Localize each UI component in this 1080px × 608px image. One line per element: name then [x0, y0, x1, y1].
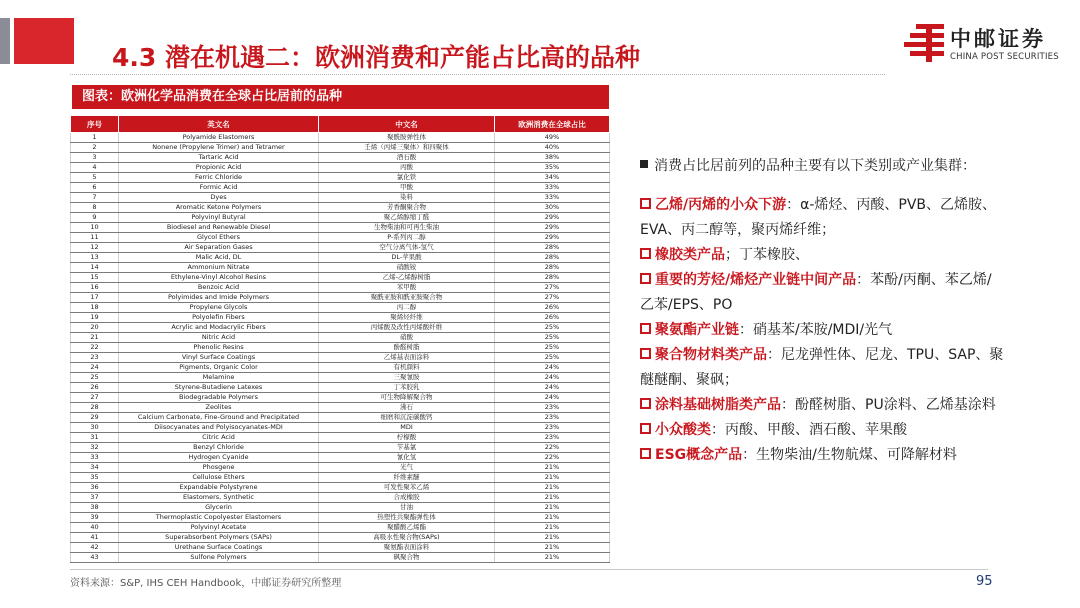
table-row — [71, 303, 610, 313]
cell-chinese-name: P-系列丙二醇 — [319, 233, 495, 243]
bullet-highlight: 聚氨酯产业链 — [655, 322, 739, 338]
table-row — [71, 423, 610, 433]
table-row — [71, 443, 610, 453]
cell-index: 35 — [71, 473, 119, 483]
table-row — [71, 333, 610, 343]
bullet-item — [640, 318, 1060, 343]
page-title: 4.3 潜在机遇二：欧洲消费和产能占比高的品种 — [112, 43, 640, 72]
table-row — [71, 463, 610, 473]
cell-index: 41 — [71, 533, 119, 543]
table-row — [71, 163, 610, 173]
column-header-index: 序号 — [71, 116, 119, 133]
cell-english-name: Benzyl Chloride — [119, 443, 319, 453]
cell-europe-share: 21% — [495, 473, 610, 483]
table-row — [71, 413, 610, 423]
cell-index: 18 — [71, 303, 119, 313]
cell-index: 20 — [71, 323, 119, 333]
cell-english-name: Benzoic Acid — [119, 283, 319, 293]
key-points-intro — [640, 155, 1060, 177]
cell-index: 22 — [71, 343, 119, 353]
table-row — [71, 383, 610, 393]
bullet-text: ：酚醛树脂、PU涂料、乙烯基涂料 — [781, 397, 996, 413]
bullet-continuation: EVA、丙二醇等，聚丙烯纤维； — [640, 222, 836, 238]
cell-index: 6 — [71, 183, 119, 193]
cell-europe-share: 25% — [495, 333, 610, 343]
intro-text: 消费占比居前列的品种主要有以下类别或产业集群： — [654, 158, 976, 174]
table-row — [71, 313, 610, 323]
cell-index: 39 — [71, 513, 119, 523]
table-row — [71, 273, 610, 283]
cell-europe-share: 29% — [495, 223, 610, 233]
cell-english-name: Elastomers, Synthetic — [119, 493, 319, 503]
table-row — [71, 373, 610, 383]
cell-english-name: Phosgene — [119, 463, 319, 473]
cell-chinese-name: 丙二醇 — [319, 303, 495, 313]
table-row — [71, 363, 610, 373]
table-row — [71, 243, 610, 253]
decor-bar-red — [14, 18, 74, 64]
cell-index: 25 — [71, 373, 119, 383]
cell-english-name: Ethylene-Vinyl Alcohol Resins — [119, 273, 319, 283]
cell-europe-share: 25% — [495, 343, 610, 353]
cell-index: 15 — [71, 273, 119, 283]
cell-chinese-name: 聚醋酸乙烯酯 — [319, 523, 495, 533]
table-row — [71, 533, 610, 543]
cell-chinese-name: 高吸水性聚合物(SAPs) — [319, 533, 495, 543]
table-row — [71, 173, 610, 183]
cell-europe-share: 26% — [495, 313, 610, 323]
cell-index: 28 — [71, 403, 119, 413]
cell-europe-share: 21% — [495, 493, 610, 503]
cell-english-name: Tartaric Acid — [119, 153, 319, 163]
cell-english-name: Air Separation Gases — [119, 243, 319, 253]
table-row — [71, 523, 610, 533]
cell-index: 30 — [71, 423, 119, 433]
table-row — [71, 133, 610, 143]
table-row — [71, 553, 610, 563]
cell-europe-share: 23% — [495, 433, 610, 443]
bullet-highlight: 橡胶类产品 — [655, 247, 725, 263]
table-row — [71, 233, 610, 243]
cell-chinese-name: 光气 — [319, 463, 495, 473]
table-row — [71, 203, 610, 213]
table-row — [71, 403, 610, 413]
table-row — [71, 253, 610, 263]
bullet-item — [640, 193, 1060, 243]
cell-english-name: Propionic Acid — [119, 163, 319, 173]
cell-europe-share: 27% — [495, 283, 610, 293]
cell-english-name: Glycol Ethers — [119, 233, 319, 243]
cell-europe-share: 30% — [495, 203, 610, 213]
cell-chinese-name: 纤维素醚 — [319, 473, 495, 483]
cell-chinese-name: 硝酸 — [319, 333, 495, 343]
cell-chinese-name: DL-苹果酸 — [319, 253, 495, 263]
table-row — [71, 183, 610, 193]
cell-europe-share: 24% — [495, 373, 610, 383]
decor-bar-grey — [0, 18, 10, 64]
bullet-continuation: 乙苯/EPS、PO — [640, 297, 733, 313]
bullet-text: ：苯酚/丙酮、苯乙烯/ — [856, 272, 992, 288]
table-row — [71, 353, 610, 363]
table-row — [71, 473, 610, 483]
cell-chinese-name: 硝酸铵 — [319, 263, 495, 273]
cell-english-name: Polyamide Elastomers — [119, 133, 319, 143]
source-note: 资料来源：S&P, IHS CEH Handbook，中邮证券研究所整理 — [70, 578, 342, 589]
cell-europe-share: 21% — [495, 513, 610, 523]
cell-chinese-name: 氯化铁 — [319, 173, 495, 183]
cell-europe-share: 28% — [495, 243, 610, 253]
cell-english-name: Expandable Polystyrene — [119, 483, 319, 493]
bullet-text: ；丁苯橡胶、 — [725, 247, 809, 263]
cell-index: 40 — [71, 523, 119, 533]
cell-english-name: Propylene Glycols — [119, 303, 319, 313]
cell-english-name: Styrene-Butadiene Latexes — [119, 383, 319, 393]
cell-chinese-name: 聚氨酯表面涂料 — [319, 543, 495, 553]
cell-chinese-name: 壬烯（丙烯三聚体）和四聚体 — [319, 143, 495, 153]
cell-index: 43 — [71, 553, 119, 563]
cell-index: 4 — [71, 163, 119, 173]
cell-index: 31 — [71, 433, 119, 443]
cell-chinese-name: 丙酸 — [319, 163, 495, 173]
cell-index: 29 — [71, 413, 119, 423]
cell-index: 32 — [71, 443, 119, 453]
cell-english-name: Polyimides and Imide Polymers — [119, 293, 319, 303]
cell-english-name: Polyvinyl Butyral — [119, 213, 319, 223]
cell-chinese-name: 有机颜料 — [319, 363, 495, 373]
bullet-highlight: ESG概念产品 — [655, 447, 743, 463]
page-number: 95 — [976, 574, 993, 589]
cell-europe-share: 49% — [495, 133, 610, 143]
cell-chinese-name: 酒石酸 — [319, 153, 495, 163]
cell-chinese-name: 氰化氢 — [319, 453, 495, 463]
bullet-text: ：硝基苯/苯胺/MDI/光气 — [739, 322, 893, 338]
cell-europe-share: 23% — [495, 403, 610, 413]
table-row — [71, 543, 610, 553]
table-row — [71, 513, 610, 523]
hollow-square-bullet-icon — [640, 198, 651, 209]
cell-index: 33 — [71, 453, 119, 463]
bullet-highlight: 涂料基础树脂类产品 — [655, 397, 781, 413]
cell-europe-share: 21% — [495, 503, 610, 513]
cell-europe-share: 28% — [495, 263, 610, 273]
table-header-row — [71, 116, 610, 133]
cell-europe-share: 21% — [495, 463, 610, 473]
cell-index: 3 — [71, 153, 119, 163]
bullet-highlight: 小众酸类 — [655, 422, 711, 438]
cell-english-name: Citric Acid — [119, 433, 319, 443]
cell-english-name: Glycerin — [119, 503, 319, 513]
cell-english-name: Thermoplastic Copolyester Elastomers — [119, 513, 319, 523]
cell-chinese-name: 芳香酮聚合物 — [319, 203, 495, 213]
table-row — [71, 143, 610, 153]
cell-europe-share: 35% — [495, 163, 610, 173]
table-row — [71, 293, 610, 303]
bullet-item — [640, 418, 1060, 443]
cell-english-name: Phenolic Resins — [119, 343, 319, 353]
cell-index: 5 — [71, 173, 119, 183]
cell-english-name: Polyolefin Fibers — [119, 313, 319, 323]
cell-english-name: Nitric Acid — [119, 333, 319, 343]
cell-europe-share: 21% — [495, 483, 610, 493]
cell-chinese-name: 聚乙烯醇缩丁醛 — [319, 213, 495, 223]
cell-english-name: Melamine — [119, 373, 319, 383]
table-row — [71, 433, 610, 443]
cell-english-name: Zeolites — [119, 403, 319, 413]
cell-english-name: Biodiesel and Renewable Diesel — [119, 223, 319, 233]
cell-chinese-name: 丙烯酸及改性丙烯酸纤维 — [319, 323, 495, 333]
column-header-chinese-name: 中文名 — [319, 116, 495, 133]
table-row — [71, 193, 610, 203]
cell-index: 26 — [71, 383, 119, 393]
cell-index: 37 — [71, 493, 119, 503]
cell-chinese-name: 聚烯烃纤维 — [319, 313, 495, 323]
bullet-item — [640, 343, 1060, 393]
hollow-square-bullet-icon — [640, 423, 651, 434]
cell-chinese-name: 乙烯-乙烯醇树脂 — [319, 273, 495, 283]
cell-english-name: Nonene (Propylene Trimer) and Tetramer — [119, 143, 319, 153]
cell-english-name: Hydrogen Cyanide — [119, 453, 319, 463]
cell-europe-share: 21% — [495, 543, 610, 553]
bullet-item — [640, 243, 1060, 268]
cell-english-name: Aromatic Ketone Polymers — [119, 203, 319, 213]
table-row — [71, 213, 610, 223]
bullet-highlight: 乙烯/丙烯的小众下游 — [655, 197, 787, 213]
table-row — [71, 393, 610, 403]
cell-chinese-name: 可生物降解聚合物 — [319, 393, 495, 403]
cell-english-name: Dyes — [119, 193, 319, 203]
table-row — [71, 453, 610, 463]
cell-english-name: Superabsorbent Polymers (SAPs) — [119, 533, 319, 543]
table-body — [71, 133, 610, 563]
cell-english-name: Cellulose Ethers — [119, 473, 319, 483]
cell-europe-share: 34% — [495, 173, 610, 183]
cell-europe-share: 21% — [495, 553, 610, 563]
cell-europe-share: 21% — [495, 523, 610, 533]
hollow-square-bullet-icon — [640, 323, 651, 334]
cell-index: 19 — [71, 313, 119, 323]
cell-chinese-name: 合成橡胶 — [319, 493, 495, 503]
cell-index: 12 — [71, 243, 119, 253]
cell-chinese-name: 沸石 — [319, 403, 495, 413]
cell-europe-share: 40% — [495, 143, 610, 153]
cell-index: 21 — [71, 333, 119, 343]
title-divider — [70, 74, 885, 75]
cell-europe-share: 28% — [495, 253, 610, 263]
cell-english-name: Diisocyanates and Polyisocyanates-MDI — [119, 423, 319, 433]
hollow-square-bullet-icon — [640, 248, 651, 259]
bullet-highlight: 重要的芳烃/烯烃产业链中间产品 — [655, 272, 857, 288]
table-row — [71, 343, 610, 353]
square-bullet-icon — [640, 160, 648, 168]
cell-index: 1 — [71, 133, 119, 143]
bullet-item — [640, 443, 1060, 468]
table-row — [71, 503, 610, 513]
bullet-item — [640, 268, 1060, 318]
cell-index: 27 — [71, 393, 119, 403]
cell-chinese-name: 生物柴油和可再生柴油 — [319, 223, 495, 233]
bullet-text: ：α-烯烃、丙酸、PVB、乙烯胺、 — [786, 197, 997, 213]
cell-europe-share: 25% — [495, 323, 610, 333]
cell-index: 9 — [71, 213, 119, 223]
bullet-item — [640, 393, 1060, 418]
cell-chinese-name: 苄基氯 — [319, 443, 495, 453]
cell-chinese-name: 柠檬酸 — [319, 433, 495, 443]
cell-index: 24 — [71, 363, 119, 373]
cell-index: 16 — [71, 283, 119, 293]
cell-index: 10 — [71, 223, 119, 233]
cell-chinese-name: 砜聚合物 — [319, 553, 495, 563]
cell-chinese-name: 乙烯基表面涂料 — [319, 353, 495, 363]
cell-index: 17 — [71, 293, 119, 303]
cell-chinese-name: 甘油 — [319, 503, 495, 513]
cell-europe-share: 21% — [495, 533, 610, 543]
cell-index: 11 — [71, 233, 119, 243]
cell-english-name: Acrylic and Modacrylic Fibers — [119, 323, 319, 333]
cell-english-name: Polyvinyl Acetate — [119, 523, 319, 533]
table-row — [71, 323, 610, 333]
cell-europe-share: 22% — [495, 453, 610, 463]
cell-english-name: Ferric Chloride — [119, 173, 319, 183]
bullet-text: ：生物柴油/生物航煤、可降解材料 — [742, 447, 957, 463]
logo-text-cn: 中邮证券 — [950, 27, 1046, 51]
cell-chinese-name: 空气分离气体-氢气 — [319, 243, 495, 253]
cell-english-name: Pigments, Organic Color — [119, 363, 319, 373]
cell-index: 42 — [71, 543, 119, 553]
cell-chinese-name: MDI — [319, 423, 495, 433]
cell-europe-share: 33% — [495, 193, 610, 203]
china-post-logo-icon — [902, 22, 946, 64]
cell-english-name: Malic Acid, DL — [119, 253, 319, 263]
bullet-continuation: 醚醚酮、聚砜； — [640, 372, 738, 388]
cell-english-name: Ammonium Nitrate — [119, 263, 319, 273]
cell-chinese-name: 三聚氰胺 — [319, 373, 495, 383]
cell-europe-share: 33% — [495, 183, 610, 193]
cell-chinese-name: 酚醛树脂 — [319, 343, 495, 353]
cell-chinese-name: 可发性聚苯乙烯 — [319, 483, 495, 493]
hollow-square-bullet-icon — [640, 398, 651, 409]
table-row — [71, 483, 610, 493]
footer-divider — [70, 569, 988, 570]
cell-europe-share: 27% — [495, 293, 610, 303]
cell-europe-share: 26% — [495, 303, 610, 313]
table-row — [71, 153, 610, 163]
cell-index: 2 — [71, 143, 119, 153]
hollow-square-bullet-icon — [640, 273, 651, 284]
cell-chinese-name: 聚酰亚胺和酰亚胺聚合物 — [319, 293, 495, 303]
bullet-highlight: 聚合物材料类产品 — [655, 347, 767, 363]
cell-english-name: Calcium Carbonate, Fine-Ground and Precipitated — [119, 413, 319, 423]
bullet-text: ：丙酸、甲酸、酒石酸、苹果酸 — [711, 422, 907, 438]
cell-english-name: Vinyl Surface Coatings — [119, 353, 319, 363]
table-row — [71, 493, 610, 503]
table-row — [71, 283, 610, 293]
cell-europe-share: 29% — [495, 233, 610, 243]
table-caption: 图表：欧洲化学品消费在全球占比居前的品种 — [72, 85, 609, 109]
cell-chinese-name: 细磨和沉淀碳酸钙 — [319, 413, 495, 423]
column-header-english-name: 英文名 — [119, 116, 319, 133]
chemicals-table — [70, 115, 610, 563]
cell-index: 7 — [71, 193, 119, 203]
cell-index: 13 — [71, 253, 119, 263]
cell-europe-share: 28% — [495, 273, 610, 283]
column-header-europe-share: 欧洲消费在全球占比 — [495, 116, 610, 133]
company-logo — [902, 20, 1072, 70]
cell-index: 23 — [71, 353, 119, 363]
cell-europe-share: 22% — [495, 443, 610, 453]
table-row — [71, 223, 610, 233]
cell-index: 34 — [71, 463, 119, 473]
key-points — [640, 155, 1060, 468]
cell-europe-share: 29% — [495, 213, 610, 223]
cell-chinese-name: 甲酸 — [319, 183, 495, 193]
cell-chinese-name: 染料 — [319, 193, 495, 203]
cell-europe-share: 38% — [495, 153, 610, 163]
cell-index: 8 — [71, 203, 119, 213]
table-row — [71, 263, 610, 273]
bullet-text: ：尼龙弹性体、尼龙、TPU、SAP、聚 — [767, 347, 1004, 363]
cell-index: 38 — [71, 503, 119, 513]
cell-index: 36 — [71, 483, 119, 493]
cell-english-name: Formic Acid — [119, 183, 319, 193]
cell-europe-share: 24% — [495, 393, 610, 403]
cell-chinese-name: 聚酰胺弹性体 — [319, 133, 495, 143]
cell-chinese-name: 热塑性共聚酯弹性体 — [319, 513, 495, 523]
cell-english-name: Sulfone Polymers — [119, 553, 319, 563]
cell-english-name: Urethane Surface Coatings — [119, 543, 319, 553]
cell-europe-share: 23% — [495, 423, 610, 433]
cell-chinese-name: 丁苯胶乳 — [319, 383, 495, 393]
cell-europe-share: 23% — [495, 413, 610, 423]
logo-text-en: CHINA POST SECURITIES — [950, 52, 1059, 62]
cell-europe-share: 24% — [495, 363, 610, 373]
cell-europe-share: 24% — [495, 383, 610, 393]
cell-chinese-name: 苯甲酸 — [319, 283, 495, 293]
hollow-square-bullet-icon — [640, 348, 651, 359]
hollow-square-bullet-icon — [640, 448, 651, 459]
bullet-list — [640, 193, 1060, 468]
cell-english-name: Biodegradable Polymers — [119, 393, 319, 403]
cell-europe-share: 25% — [495, 353, 610, 363]
cell-index: 14 — [71, 263, 119, 273]
